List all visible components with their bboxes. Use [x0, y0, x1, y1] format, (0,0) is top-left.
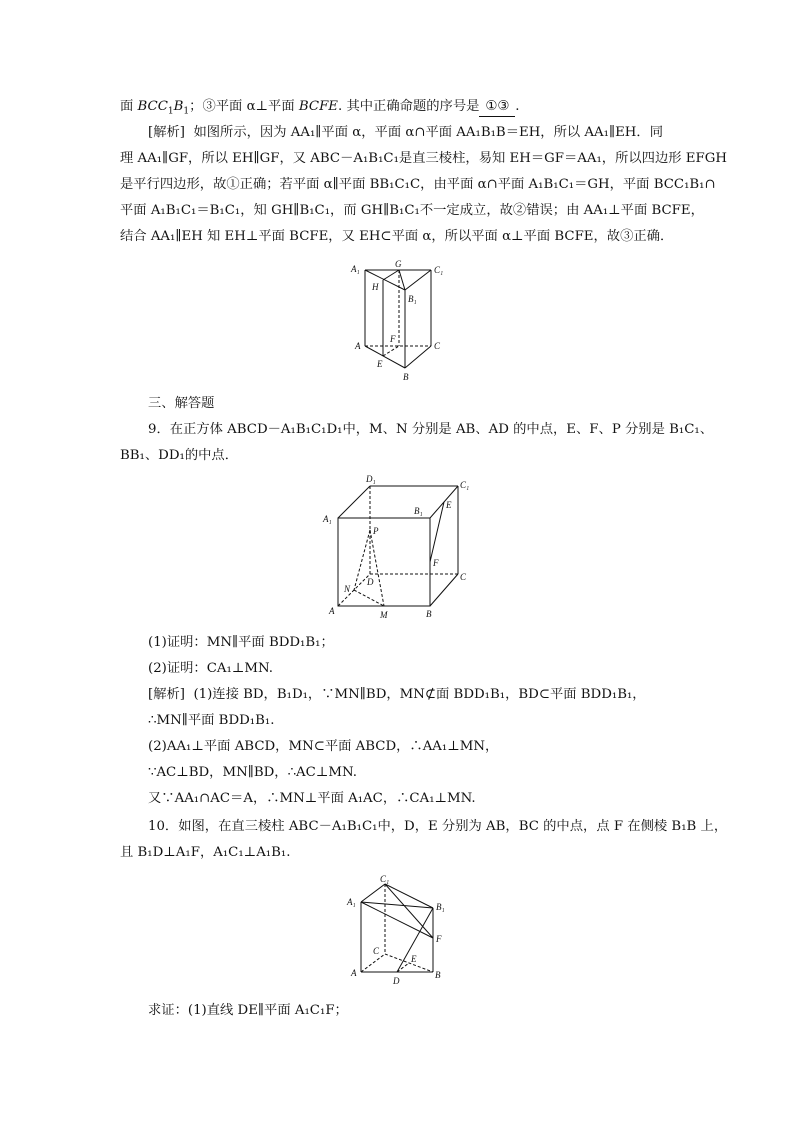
- label-C: C: [460, 572, 467, 582]
- q10-line-2: 且 B₁D⊥A₁F，A₁C₁⊥A₁B₁.: [120, 845, 291, 860]
- label-D1: D₁: [366, 474, 376, 484]
- label-N: N: [344, 584, 351, 594]
- q10-proof: 求证：(1)直线 DE∥平面 A₁C₁F；: [148, 1003, 348, 1018]
- label-A: A: [355, 341, 361, 351]
- q8-line-1: 面 $BCC_1B_1$；③平面 α⊥平面 BCFE. 其中正确命题的序号是 ①③ .: [120, 99, 520, 117]
- q9-analysis-line-5: 又∵AA₁∩AC＝A，∴MN⊥平面 A₁AC，∴CA₁⊥MN.: [148, 791, 476, 806]
- label-C1: C₁: [380, 874, 390, 884]
- label-B: B: [403, 372, 409, 382]
- label-B1: B₁: [414, 506, 423, 516]
- label-E: E: [446, 500, 452, 510]
- q8-analysis-line-4: 平面 A₁B₁C₁＝B₁C₁，知 GH∥B₁C₁，而 GH∥B₁C₁不一定成立，故②错误；由 AA₁⊥平面 BCFE，: [120, 203, 704, 218]
- label-E: E: [377, 359, 383, 369]
- prism-figure-q8: [345, 258, 455, 386]
- q9-line-1: 9．在正方体 ABCD－A₁B₁C₁D₁中，M、N 分别是 AB、AD 的中点，E、F、P 分别是 B₁C₁、: [148, 422, 714, 437]
- label-A1: A₁: [347, 897, 356, 907]
- q10-line-1: 10．如图，在直三棱柱 ABC－A₁B₁C₁中，D，E 分别为 AB，BC 的中点，点 F 在侧棱 B₁B 上，: [148, 819, 728, 834]
- q8-analysis-line-1: [解析] 如图所示，因为 AA₁∥平面 α，平面 α∩平面 AA₁B₁B＝EH，所以 AA₁∥EH．同: [148, 125, 663, 140]
- label-P: P: [373, 526, 379, 536]
- label-B: B: [426, 609, 432, 619]
- label-F: F: [433, 558, 439, 568]
- label-A1: A₁: [351, 264, 360, 274]
- prism-figure-q10: [345, 872, 455, 990]
- cube-figure-q9: [320, 470, 480, 620]
- q9-line-2: BB₁、DD₁的中点．: [120, 448, 239, 463]
- label-C1: C₁: [460, 480, 470, 490]
- label-F: F: [436, 934, 442, 944]
- q8-analysis-line-3: 是平行四边形，故①正确；若平面 α∥平面 BB₁C₁C，由平面 α∩平面 A₁B₁C₁＝GH，平面 BCC₁B₁∩: [120, 177, 716, 192]
- label-F: F: [390, 334, 396, 344]
- label-C: C: [434, 341, 441, 351]
- answer-blank: ①③: [479, 98, 515, 117]
- label-D: D: [367, 577, 374, 587]
- q9-analysis-line-1: [解析] (1)连接 BD，B₁D₁，∵MN∥BD，MN⊄面 BDD₁B₁，BD⊂平面 BDD₁B₁，: [148, 687, 646, 702]
- label-C: C: [373, 946, 380, 956]
- label-E: E: [411, 954, 417, 964]
- label-B1: B₁: [408, 294, 417, 304]
- q9-part-1: (1)证明：MN∥平面 BDD₁B₁；: [148, 635, 334, 650]
- label-A: A: [329, 606, 335, 616]
- analysis-label-q9: [解析]: [148, 687, 185, 702]
- q9-analysis-line-4: ∵AC⊥BD，MN∥BD，∴AC⊥MN.: [148, 765, 357, 780]
- label-D: D: [393, 976, 400, 986]
- label-G: G: [395, 259, 402, 269]
- q9-analysis-line-2: ∴MN∥平面 BDD₁B₁.: [148, 713, 275, 728]
- label-B1: B₁: [436, 902, 445, 912]
- label-C1: C₁: [434, 265, 444, 275]
- label-M: M: [380, 610, 388, 620]
- label-A: A: [351, 968, 357, 978]
- label-A1: A₁: [323, 514, 332, 524]
- section-title: 三、解答题: [148, 396, 215, 411]
- analysis-label: [解析]: [148, 125, 185, 140]
- label-H: H: [372, 282, 379, 292]
- q8-analysis-line-5: 结合 AA₁∥EH 知 EH⊥平面 BCFE，又 EH⊂平面 α，所以平面 α⊥平面 BCFE，故③正确．: [120, 229, 674, 244]
- q9-analysis-line-3: (2)AA₁⊥平面 ABCD，MN⊂平面 ABCD，∴AA₁⊥MN，: [148, 739, 499, 754]
- label-B: B: [435, 970, 441, 980]
- q9-part-2: (2)证明：CA₁⊥MN.: [148, 661, 273, 676]
- q8-analysis-line-2: 理 AA₁∥GF，所以 EH∥GF，又 ABC－A₁B₁C₁是直三棱柱，易知 EH＝GF＝AA₁，所以四边形 EFGH: [120, 151, 727, 166]
